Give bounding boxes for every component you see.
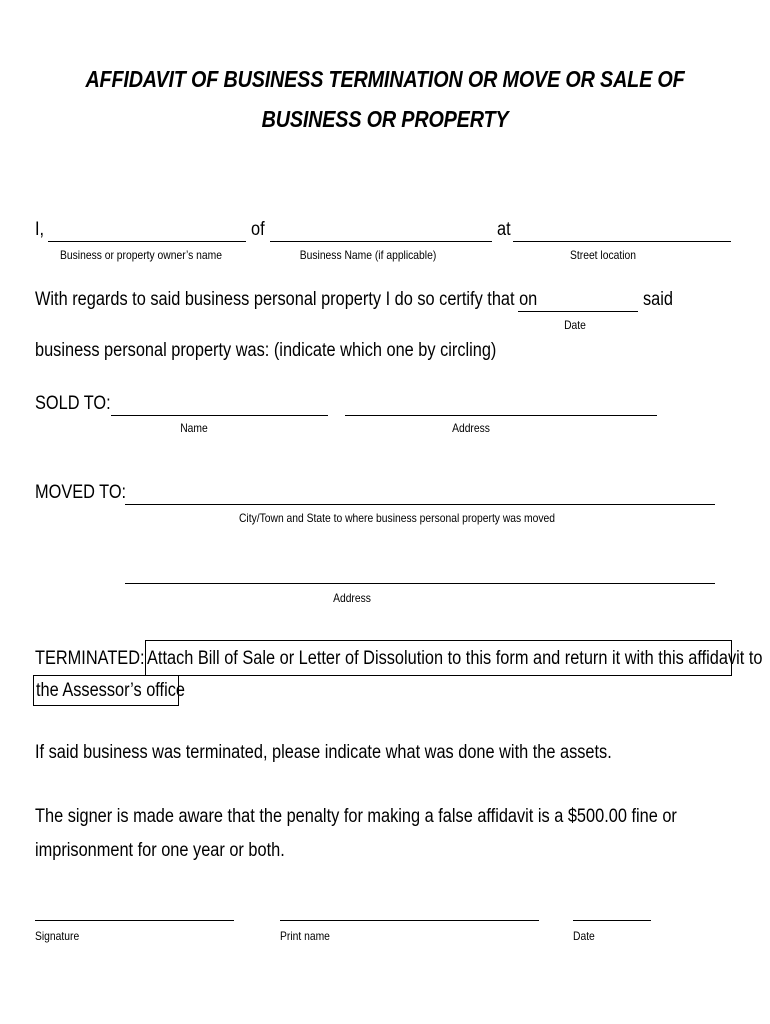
business-name-field[interactable] [270,241,492,242]
street-location-caption: Street location [570,248,636,262]
certify-date-caption: Date [564,318,586,332]
moved-to-city-field[interactable] [125,504,715,505]
intro-at: at [497,219,511,240]
terminated-instruction-line1: Attach Bill of Sale or Letter of Dissolution to this form and return it with this affidavit to [147,648,763,669]
intro-of: of [251,219,265,240]
terminated-label: TERMINATED: [35,648,145,669]
penalty-text-line2: imprisonment for one year or both. [35,840,285,861]
moved-to-label: MOVED TO: [35,482,127,503]
signature-field[interactable] [35,920,234,921]
sold-to-name-field[interactable] [111,415,328,416]
certify-text: With regards to said business personal property I do so certify that on [35,289,538,310]
business-name-caption: Business Name (if applicable) [299,248,437,262]
signature-date-field[interactable] [573,920,651,921]
moved-to-address-field[interactable] [125,583,715,584]
owner-name-caption: Business or property owner’s name [60,248,222,262]
form-title-line1: AFFIDAVIT OF BUSINESS TERMINATION OR MOVE OR SALE OF [85,66,685,92]
assets-question: If said business was terminated, please indicate what was done with the assets. [35,742,612,763]
owner-name-field[interactable] [48,241,246,242]
penalty-text-line1: The signer is made aware that the penalty for making a false affidavit is a $500.00 fine or [35,806,677,827]
form-title-line2: BUSINESS OR PROPERTY [261,106,509,132]
print-name-field[interactable] [280,920,539,921]
certify-date-field[interactable] [518,311,638,312]
sold-to-address-caption: Address [452,421,490,435]
sold-to-name-caption: Name [180,421,208,435]
intro-prefix: I, [35,219,45,240]
street-location-field[interactable] [513,241,731,242]
moved-to-address-caption: Address [333,591,371,605]
certify-text-line2: business personal property was: (indicate which one by circling) [35,340,497,361]
certify-said: said [643,289,673,310]
print-name-caption: Print name [280,929,330,943]
terminated-instruction-line2: the Assessor’s office [36,680,185,701]
signature-caption: Signature [35,929,80,943]
sold-to-address-field[interactable] [345,415,657,416]
moved-to-city-caption: City/Town and State to where business personal property was moved [238,511,556,525]
signature-date-caption: Date [573,929,595,943]
sold-to-label: SOLD TO: [35,393,111,414]
